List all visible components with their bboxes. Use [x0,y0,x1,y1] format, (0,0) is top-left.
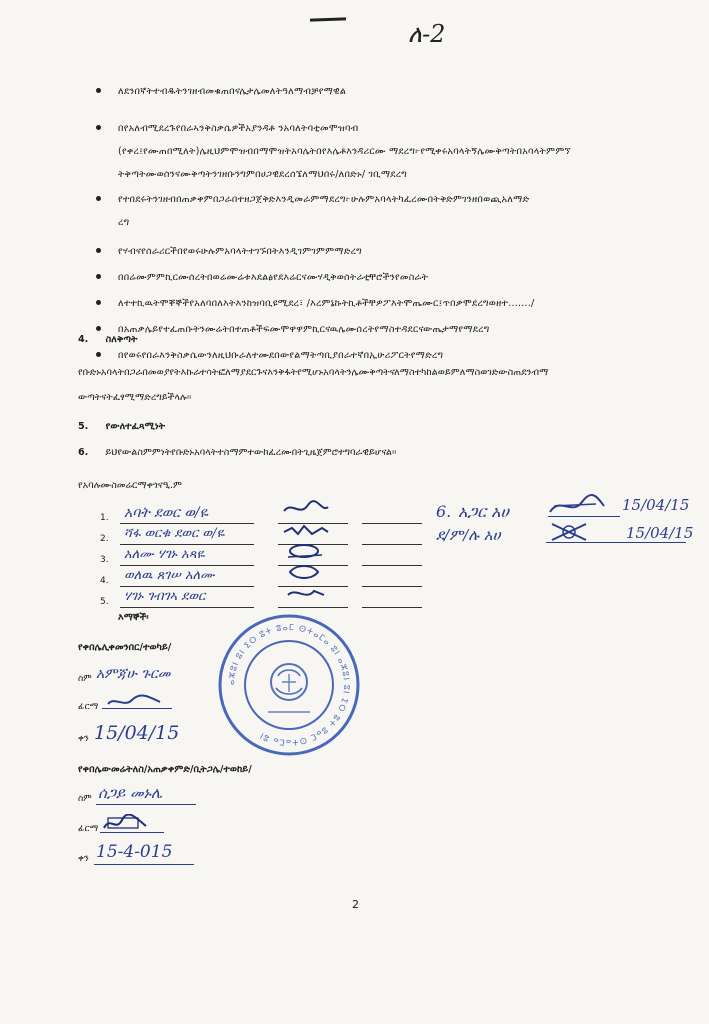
bullet-text: የተበደሩትንገዘብበጠቃቀምበጋራበተዘጋጀቅድእንዲመራምማደረግ፦ሁሉምአባላትካፈረሙበትቅድምገንዘበወጪአለማድ [118,194,530,205]
member-number: 3. [100,555,109,565]
official-stamp [216,612,362,758]
member-row [100,505,400,526]
giver-date-row [78,722,238,750]
bullet-dot [96,125,101,130]
giver-name-row [78,668,218,692]
name-line [120,572,254,587]
member-row [100,568,400,589]
signature-mark [104,692,164,712]
name-label: ስም [78,794,92,804]
bullet-text: የሃብናየሰራሪርችበየወሩሁሉምአባላትተገኙበትእንዲገምገምምማድረግ [118,246,362,257]
bullet-dot [96,326,101,331]
section-number: 5. [78,421,89,432]
section-title: የውለተፈጻሚነት [105,421,166,432]
member-name: ሻፋ ወርቁ ደወር ወ/ዬ [124,526,225,541]
name-line [96,804,196,805]
date-value: 15-4-015 [96,842,173,862]
receiver-date-row [78,840,238,868]
receiver-heading: የቀበሌውመሬትለስ/አጠቃቀምድ/ቢትጋሌ/ተወከይ/ [78,764,252,775]
bullet-item [96,80,656,103]
members-heading: የአባሉሙስመሬርማቀጎናዒ.ም [78,480,182,491]
member-name: አባት ደወር ወ/ዬ [124,505,209,521]
sign-label: ፊርማ [78,702,99,712]
bullet-dot [96,88,101,93]
top-dash [310,17,346,21]
member-name: ወለዉ ጸገሠ አለሙ [124,568,215,583]
signature-line [546,542,686,543]
bullet-item [96,292,656,315]
section-number: 4. [78,334,89,345]
section-4-body [78,360,678,410]
bullet-dot [96,352,101,357]
bullet-text: በአጠቃሌይየተፈጠቡትንሙሬትበተጠቶችፍሙሞዋዋምኪርናዉሌሙሰረትየማስተዳደርናውጤታማየማደረግ [118,324,490,335]
bullet-dot [96,196,101,201]
member-number: 5. [100,597,109,607]
section-body-line: ውጣትናትፈፃሚማድረግይችላሉ፡፡ [78,392,192,403]
name-line [120,551,254,566]
bullet-text: ለደንበኛትተብዱትንገዘብመቁጠበናሌታሌመለትዓለማብቻየማዊል [118,86,347,97]
bullet-dot [96,300,101,305]
member-name: ደ/ም/ሉ አሀ [436,526,501,544]
bullet-text-line3: ትቅጣትሙወሰንናሙቅጣትንገዘቡንግምበሀጋዊደረሰኜለማህበሩ/ለበድኑ/ ገቢማደረግ [118,169,408,180]
section-5-heading [78,421,165,432]
date-line [362,593,422,608]
signature-line [100,832,164,833]
signature-line [102,708,172,709]
section-body-line: የቡድኑአባላትበጋራበመወያየትእኩራተሳትፎለማያደርጉናእንቅፋትየሚሆኑአባላትንሌሙቅጣትናለማስተካከልወይምለማስወገድውስጠደንብማ [78,367,549,378]
date-label: ቀን [78,854,89,864]
name-line [120,509,254,524]
name-line [120,593,254,608]
receiver-sign-row [78,814,238,838]
page-number: 2 [352,898,359,911]
section-text: ይህየውልስምምነትየቡድኑአባላትተስማምተውከፈረሙበትጊዜጀምሮተግባራዊይሆናል፡፡ [105,447,397,458]
date-line [362,551,422,566]
section-4-heading [78,334,137,345]
name-value: ሰጋይ መኑሌ [98,784,163,802]
bullet-item [96,318,656,341]
bullet-text: በበሬሙምምኪርሙሰረትበወሬሙሬቱእደልፅየደእሬርናሙሃዲቅወሰትራቲቸሮችንየመስራት [118,272,429,283]
member-row [100,589,400,610]
date-label: ቀን [78,734,89,744]
member-number: 4. [100,576,109,586]
member-name: አለሙ ሃገኑ አጻዬ [124,547,205,562]
section-6 [78,440,397,465]
bullet-item [96,188,656,234]
bullet-list [96,80,656,367]
handwritten-page-code: ለ-2 [408,20,446,48]
date-line [94,864,194,865]
receiver-name-row [78,784,238,808]
member-row [100,526,400,547]
members-list [100,505,400,610]
date-line [362,509,422,524]
signature-line [548,516,620,517]
date-line [362,530,422,545]
bullet-dot [96,274,101,279]
date-value: 15/04/15 [94,722,180,744]
signature-line [278,593,348,608]
member-date: 15/04/15 [626,524,694,542]
bullet-item [96,117,656,186]
member-name: አጋር አሀ [458,502,509,521]
member-number: 1. [100,513,109,523]
bullet-text: በየወሩየበራእንቅስቃሴውንለዚህቡራለተሙደበውየልማትጣቢያበራተኛበኢሁሪፖርትየማድረግ [118,350,444,361]
bullet-text-line2: (የቀረ፤የሙጠበሚለት)ሌዚህምሞዝብበማሞዝትአባሌትበየእሌቶእንዳሪርሙ ማደረግ፦የሚቀሩአባላትኝሌሙቅጣትበአባላትምምኘ [118,146,571,157]
date-line [362,572,422,587]
bullet-text-line2: ረግ [118,217,130,228]
bullet-text: በየአለብሚደረጉየበራኣንቅስቃሴዎችአያንዳቶ ንአባለትባቲመሞዝባብ [118,123,359,134]
svg-text:ⴰⵣⵓⵏ ⵓⵏ ⵉⵔ ⵓⵜ ⵓⴰⵎ ⵙⵜⴰⵎⴰ ⵓⵏ ⴰⵣⵓ: ⴰⵣⵓⵏ ⵓⵏ ⵉⵔ ⵓⵜ ⵓⴰⵎ ⵙⵜⴰⵎⴰ ⵓⵏ ⴰⵣⵓⵏ ⵓⵏ ⵉⵔ ⵓⵜ ⵓⴰⵎ ⵙⵜⴰⵎⴰ ⵓⵏ [226,622,352,748]
extra-member-row [436,526,696,550]
witnesses-label: እማኞች፡ [118,612,149,623]
giver-sign-row [78,694,218,718]
member-row [100,547,400,568]
member-name: ሃገኑ ገብገኣ ደወር [124,589,206,604]
bullet-item [96,266,656,289]
section-number: 6. [78,447,89,458]
name-value: አምጃሁ ጉርመ [96,666,171,682]
name-line [120,530,254,545]
sign-label: ፊርማ [78,824,99,834]
giver-heading: የቀበሌሊቀመንበር/ተወካይ/ [78,642,172,653]
bullet-item [96,240,656,263]
member-number: 2. [100,534,109,544]
signature-mark [100,814,150,834]
bullet-text: ለተተኪዉትሞቐኞችየአለባበለእትእንከዝባቢዩሚደረ፣ /እረምኔኩትኪቶችቸዎፖእትሞጤሙር፤ጥበቃሞደረግወዘተ......./ [118,298,535,309]
bullet-dot [96,248,101,253]
name-label: ስም [78,674,92,684]
member-number: 6. [436,502,452,521]
section-title: ስለቅጣት [105,334,138,345]
member-date: 15/04/15 [622,496,690,514]
